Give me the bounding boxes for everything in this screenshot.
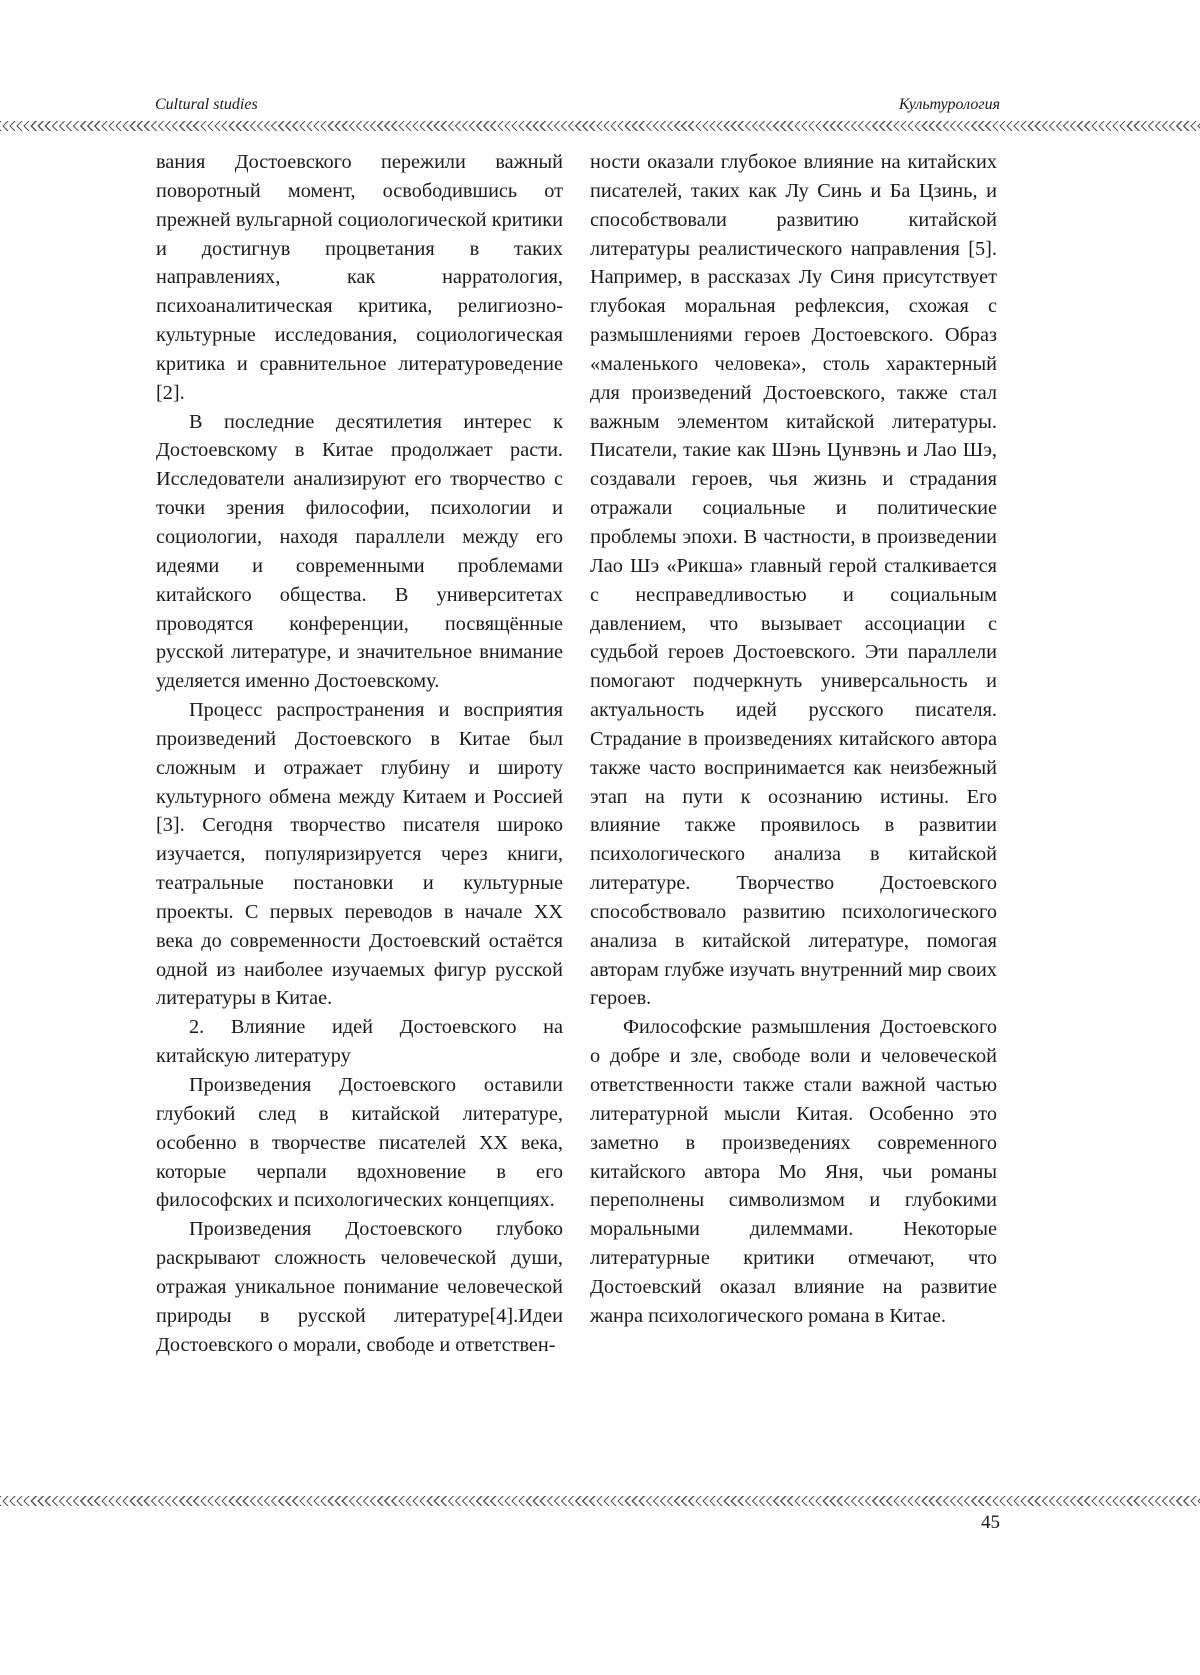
right-text-column	[590, 148, 997, 1331]
header-journal-section-en: Cultural studies	[155, 96, 258, 113]
left-text-column	[156, 148, 563, 1359]
paragraph: ности оказали глубокое влияние на китайских писателей, таких как Лу Синь и Ба Цзинь, и способствовали развитию китайской литературы реалистического направления [5]. Например, в рассказах Лу Синя присутствует глубокая моральная рефлексия, схожая с размышлениями героев Достоевского. Образ «маленького человека», столь характерный для произведений Достоевского, также стал важным элементом китайской литературы. Писатели, такие как Шэнь Цунвэнь и Лао Шэ, создавали героев, чья жизнь и страдания отражали социальные и политические проблемы эпохи. В частности, в произведении Лао Шэ «Рикша» главный герой сталкивается с несправедливостью и социальным давлением, что вызывает ассоциации с судьбой героев Достоевского. Эти параллели помогают подчеркнуть универсальность и актуальность идей русского писателя. Страдание в произведениях китайского автора также часто воспринимается как неизбежный этап на пути к осознанию истины. Его влияние также проявилось в развитии психологического анализа в китайской литературе. Творчество Достоевского способствовало развитию психологического анализа в китайской литературе, помогая авторам глубже изучать внутренний мир своих героев.	[590, 151, 997, 1010]
running-header	[155, 96, 1000, 120]
bottom-ornamental-border	[0, 1496, 1200, 1506]
paragraph: Процесс распространения и восприятия произведений Достоевского в Китае был сложным и отражает глубину и широту культурного обмена между Китаем и Россией [3]. Сегодня творчество писателя широко изучается, популяризируется через книги, театральные постановки и культурные проекты. С первых переводов в начале XX века до современности Достоевский остаётся одной из наиболее изучаемых фигур русской литературы в Китае.	[156, 699, 563, 1010]
top-ornamental-border	[0, 121, 1200, 131]
section-heading: 2. Влияние идей Достоевского на китайскую литературу	[156, 1016, 563, 1068]
page-number: 45	[981, 1512, 1000, 1533]
paragraph: Произведения Достоевского глубоко раскрывают сложность человеческой души, отражая уникальное понимание человеческой природы в русской литературе[4].Идеи Достоевского о морали, свободе и ответствен-	[156, 1218, 563, 1356]
paragraph: Произведения Достоевского оставили глубокий след в китайской литературе, особенно в творчестве писателей XX века, которые черпали вдохновение в его философских и психологических концепциях.	[156, 1074, 563, 1212]
paragraph: Философские размышления Достоевского о добре и зле, свободе воли и человеческой ответственности также стали важной частью литературной мысли Китая. Особенно это заметно в произведениях современного китайского автора Мо Яня, чьи романы переполнены символизмом и глубокими моральными дилеммами. Некоторые литературные критики отмечают, что Достоевский оказал влияние на развитие жанра психологического романа в Китае.	[590, 1016, 997, 1327]
paragraph: вания Достоевского пережили важный поворотный момент, освободившись от прежней вульгарной социологической критики и достигнув процветания в таких направлениях, как нарратология, психоаналитическая критика, религиозно-культурные исследования, социологическая критика и сравнительное литературоведение [2].	[156, 151, 563, 404]
header-journal-section-ru: Культурология	[898, 96, 1000, 113]
paragraph: В последние десятилетия интерес к Достоевскому в Китае продолжает расти. Исследователи анализируют его творчество с точки зрения философии, психологии и социологии, находя параллели между его идеями и современными проблемами китайского общества. В университетах проводятся конференции, посвящённые русской литературе, и значительное внимание уделяется именно Достоевскому.	[156, 410, 563, 693]
